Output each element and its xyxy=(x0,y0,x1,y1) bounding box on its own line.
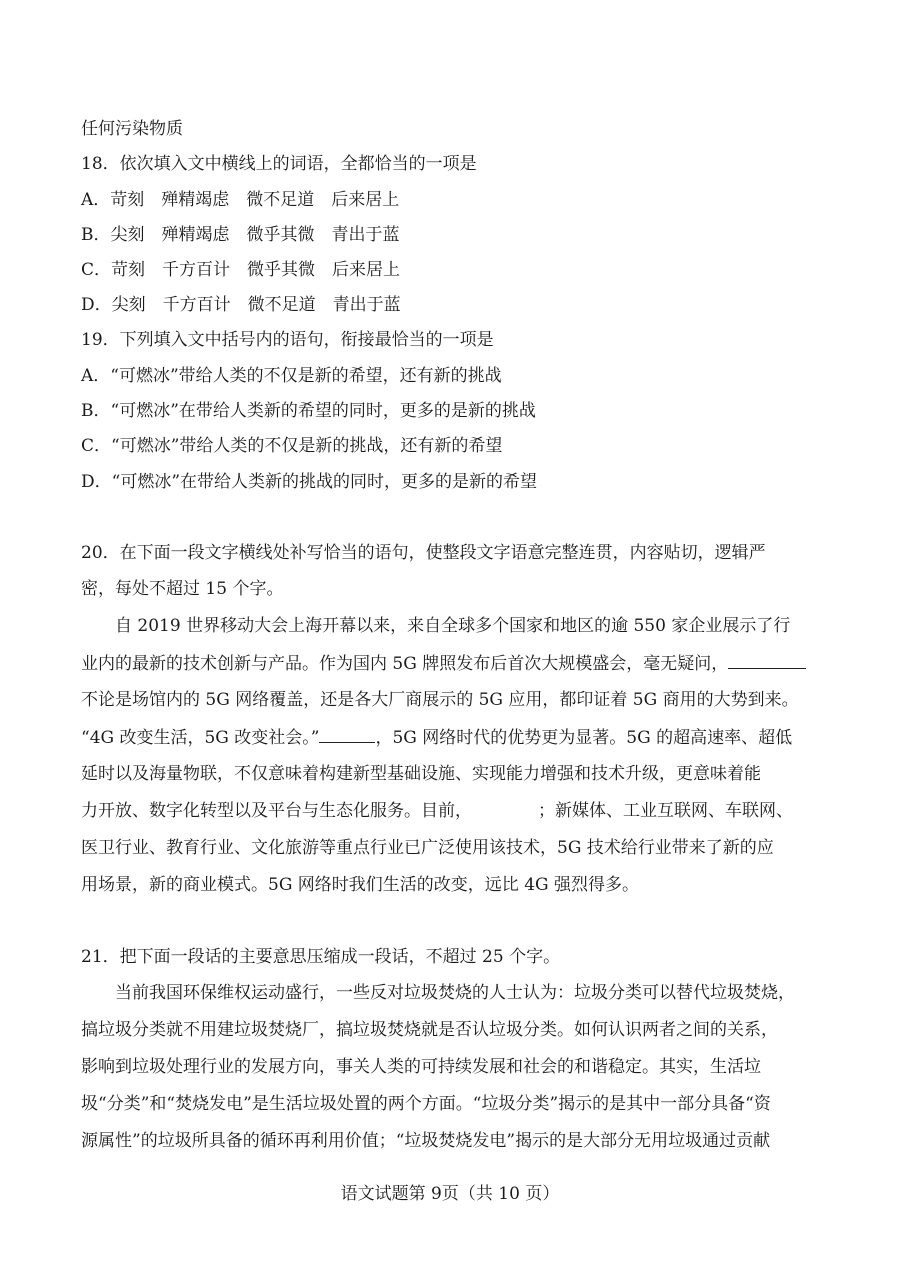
q18-option-b xyxy=(81,224,400,246)
option-text: 尖刻 千方百计 微不足道 青出于蓝 xyxy=(111,295,401,315)
option-text: 苛刻 殚精竭虑 微不足道 后来居上 xyxy=(110,190,400,210)
q20-passage-line6-text-a: 力开放、数字化转型以及平台与生态化服务。目前， xyxy=(81,801,472,821)
q19-option-b xyxy=(81,400,536,422)
q21-passage-line3: 影响到垃圾处理行业的发展方向，事关人类的可持续发展和社会的和谐稳定。其实，生活垃 xyxy=(81,1057,761,1077)
q20-passage-line8: 用场景，新的商业模式。5G 网络时我们生活的改变，远比 4G 强烈得多。 xyxy=(81,875,640,895)
q18-option-a xyxy=(81,189,399,211)
option-text: “可燃冰”带给人类的不仅是新的希望，还有新的挑战 xyxy=(110,366,502,386)
q20-passage-line4 xyxy=(81,726,792,749)
option-letter: B． xyxy=(81,225,111,245)
q20-passage-line7: 医卫行业、教育行业、文化旅游等重点行业已广泛使用该技术，5G 技术给行业带来了新的应 xyxy=(81,838,774,858)
q19-option-a xyxy=(81,365,502,387)
option-letter: D． xyxy=(81,472,112,492)
q20-passage-line5: 延时以及海量物联，不仅意味着构建新型基础设施、实现能力增强和技术升级，更意味着能 xyxy=(81,764,761,784)
q20-passage-line2-text: 业内的最新的技术创新与产品。作为国内 5G 牌照发布后首次大规模盛会，毫无疑问， xyxy=(81,654,729,674)
q18-option-d xyxy=(81,294,401,316)
option-text: “可燃冰”带给人类的不仅是新的挑战，还有新的希望 xyxy=(111,436,503,456)
q20-passage-line3: 不论是场馆内的 5G 网络覆盖，还是各大厂商展示的 5G 应用，都印证着 5G 商用的大势到来。 xyxy=(81,690,799,710)
question-19-stem: 19．下列填入文中括号内的语句，衔接最恰当的一项是 xyxy=(81,330,494,350)
option-text: 苛刻 千方百计 微乎其微 后来居上 xyxy=(111,260,401,280)
option-letter: C． xyxy=(81,260,112,280)
fill-blank-1[interactable] xyxy=(728,652,806,669)
question-21-stem: 21．把下面一段话的主要意思压缩成一段话，不超过 25 个字。 xyxy=(81,947,561,967)
fill-blank-2[interactable] xyxy=(319,726,375,743)
q21-passage-line2: 搞垃圾分类就不用建垃圾焚烧厂，搞垃圾焚烧就是否认垃圾分类。如何认识两者之间的关系， xyxy=(81,1020,778,1040)
question-20-stem-line2: 密，每处不超过 15 个字。 xyxy=(81,579,284,599)
option-letter: A． xyxy=(81,190,111,210)
q20-passage-line4-text-b: ，5G 网络时代的优势更为显著。5G 的超高速率、超低 xyxy=(375,728,793,748)
option-text: “可燃冰”在带给人类新的希望的同时，更多的是新的挑战 xyxy=(110,401,536,421)
q18-option-c xyxy=(81,259,400,281)
q20-passage-line6 xyxy=(81,800,793,822)
option-letter: C． xyxy=(81,436,112,456)
option-letter: D． xyxy=(81,295,112,315)
question-20-stem-line1: 20．在下面一段文字横线处补写恰当的语句，使整段文字语意完整连贯，内容贴切，逻辑严 xyxy=(81,543,766,563)
q20-passage-line2 xyxy=(81,652,806,675)
option-text: 尖刻 殚精竭虑 微乎其微 青出于蓝 xyxy=(110,225,400,245)
option-text: “可燃冰”在带给人类新的挑战的同时，更多的是新的希望 xyxy=(111,472,538,492)
q20-passage-line4-text-a: “4G 改变生活，5G 改变社会。” xyxy=(81,728,320,748)
q19-option-c xyxy=(81,435,502,457)
q20-passage-line6-text-b: ；新媒体、工业互联网、车联网、 xyxy=(538,801,793,821)
continuation-text: 任何污染物质 xyxy=(81,119,183,139)
q20-passage-line1: 自 2019 世界移动大会上海开幕以来，来自全球多个国家和地区的逾 550 家企业展示了行 xyxy=(115,616,791,636)
page-footer: 语文试题第 9页（共 10 页） xyxy=(340,1184,560,1204)
q19-option-d xyxy=(81,471,537,493)
option-letter: A． xyxy=(81,366,111,386)
q21-passage-line1: 当前我国环保维权运动盛行，一些反对垃圾焚烧的人士认为：垃圾分类可以替代垃圾焚烧， xyxy=(115,983,795,1003)
question-18-stem: 18．依次填入文中横线上的词语，全都恰当的一项是 xyxy=(81,154,477,174)
q21-passage-line5: 源属性”的垃圾所具备的循环再利用价值；“垃圾焚烧发电”揭示的是大部分无用垃圾通过贡献 xyxy=(81,1131,771,1151)
q21-passage-line4: 圾“分类”和“焚烧发电”是生活垃圾处置的两个方面。“垃圾分类”揭示的是其中一部分具备“资 xyxy=(81,1094,771,1114)
option-letter: B． xyxy=(81,401,111,421)
